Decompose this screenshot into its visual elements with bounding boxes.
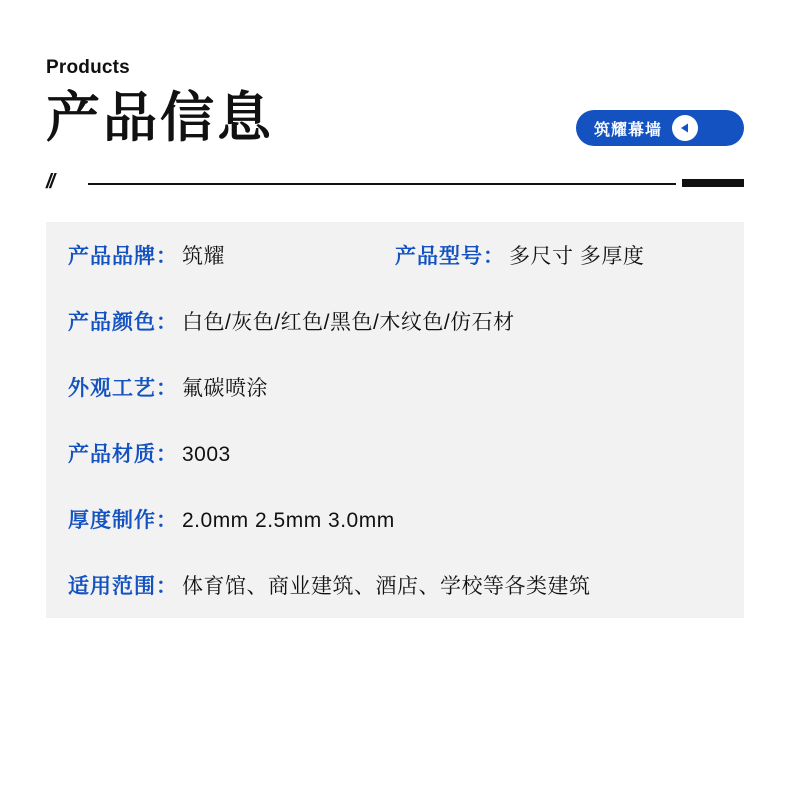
divider-line-thick bbox=[682, 179, 744, 187]
spec-cell-color bbox=[68, 306, 722, 336]
spec-label: 适用范围： bbox=[68, 575, 178, 599]
eyebrow-label: Products bbox=[46, 57, 130, 78]
spec-label: 产品颜色： bbox=[68, 311, 178, 335]
table-row bbox=[46, 552, 744, 618]
spec-value: 多尺寸 多厚度 bbox=[509, 245, 645, 269]
table-row bbox=[46, 420, 744, 486]
page-header bbox=[0, 0, 790, 149]
spec-label: 产品材质： bbox=[68, 443, 178, 467]
spec-cell-model bbox=[395, 240, 722, 270]
slash-decoration: // bbox=[46, 171, 54, 194]
table-row bbox=[46, 486, 744, 552]
spec-cell-application bbox=[68, 570, 722, 600]
divider-line-thin bbox=[88, 183, 676, 185]
brand-badge-label: 筑耀幕墙 bbox=[594, 121, 663, 139]
brand-badge[interactable] bbox=[576, 110, 744, 146]
spec-label: 外观工艺： bbox=[68, 377, 178, 401]
spec-label: 产品型号： bbox=[395, 245, 505, 269]
spec-value: 体育馆、商业建筑、酒店、学校等各类建筑 bbox=[182, 575, 591, 599]
spec-cell-thickness bbox=[68, 504, 722, 534]
spec-cell-finish bbox=[68, 372, 722, 402]
spec-value: 3003 bbox=[182, 443, 231, 467]
spec-label: 产品品牌： bbox=[68, 245, 178, 269]
spec-table bbox=[46, 222, 744, 618]
title-divider bbox=[46, 170, 744, 196]
table-row bbox=[46, 222, 744, 288]
spec-value: 白色/灰色/红色/黑色/木纹色/仿石材 bbox=[182, 311, 515, 335]
table-row bbox=[46, 354, 744, 420]
table-row bbox=[46, 288, 744, 354]
spec-value: 2.0mm 2.5mm 3.0mm bbox=[182, 509, 395, 533]
spec-value: 氟碳喷涂 bbox=[182, 377, 268, 401]
left-triangle-icon bbox=[672, 115, 698, 141]
spec-cell-brand bbox=[68, 240, 395, 270]
spec-cell-material bbox=[68, 438, 722, 468]
page-title: 产品信息 bbox=[46, 86, 274, 149]
spec-value: 筑耀 bbox=[182, 245, 225, 269]
spec-label: 厚度制作： bbox=[68, 509, 178, 533]
